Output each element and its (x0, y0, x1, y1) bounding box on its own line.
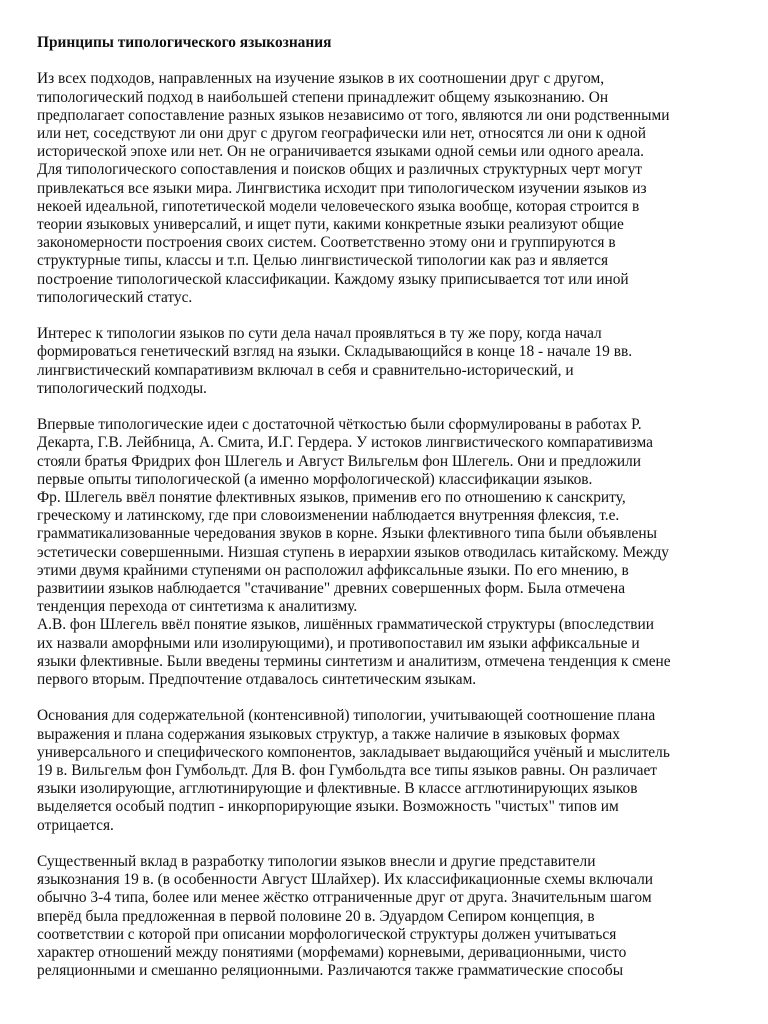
text-line: соответствии с которой при описании морфологической структуры должен учитываться (37, 925, 617, 943)
text-line: Впервые типологические идеи с достаточной чёткостью были сформулированы в работах Р. (37, 416, 642, 434)
text-line: Интерес к типологии языков по сути дела начал проявляться в ту же пору, когда начал (37, 325, 602, 343)
text-line: стояли братья Фридрих фон Шлегель и Август Вильгельм фон Шлегель. Они и предложили (37, 452, 642, 470)
text-line: вперёд была предложенная в первой половине 20 в. Эдуардом Сепиром концепция, в (37, 907, 595, 925)
document-title: Принципы типологического языкознания (37, 34, 332, 51)
text-line: Декарта, Г.В. Лейбница, А. Смита, И.Г. Гердера. У истоков лингвистического компаративизма (37, 434, 653, 452)
text-line: предполагает сопоставление разных языков независимо от того, являются ли они родственными (37, 106, 670, 124)
text-line: типологический подход в наибольшей степени принадлежит общему языкознанию. Он (37, 88, 609, 106)
text-line: типологический подходы. (37, 379, 207, 397)
text-line: Существенный вклад в разработку типологии языков внесли и другие представители (37, 853, 596, 871)
text-line: Основания для содержательной (контенсивной) типологии, учитывающей соотношение плана (37, 707, 656, 725)
text-line: 19 в. Вильгельм фон Гумбольдт. Для В. фон Гумбольдта все типы языков равны. Он различает (37, 762, 658, 780)
paragraph (37, 70, 747, 307)
text-line: первого вторым. Предпочтение отдавалось синтетическим языкам. (37, 671, 477, 689)
text-line: лингвистический компаративизм включал в себя и сравнительно-исторический, и (37, 361, 574, 379)
document-body (37, 70, 747, 980)
text-line: характер отношений между понятиями (морфемами) корневыми, деривационными, чисто (37, 944, 627, 962)
text-line: или нет, соседствуют ли они друг с другом географически или нет, относятся ли они к одной (37, 125, 646, 142)
text-line: языкознания 19 в. (в особенности Август Шлайхер). Их классификационные схемы включали (37, 871, 654, 889)
text-line: их назвали аморфными или изолирующими), и противопоставил им языки аффиксальные и (37, 634, 640, 652)
document-page (37, 34, 747, 999)
text-line: типологический статус. (37, 288, 193, 306)
paragraph (37, 416, 747, 689)
text-line: Фр. Шлегель ввёл понятие флективных языков, применив его по отношению к санскриту, (37, 489, 626, 507)
text-line: языки флективные. Были введены термины синтетизм и аналитизм, отмечена тенденция к смене (37, 652, 671, 670)
text-line: этими двумя крайними ступенями он расположил аффиксальные языки. По его мнению, в (37, 561, 629, 579)
text-line: формироваться генетический взгляд на языки. Складывающийся в конце 18 - начале 19 вв. (37, 343, 633, 361)
text-line: Для типологического сопоставления и поисков общих и различных структурных черт могут (37, 161, 643, 179)
text-line: эстетически совершенными. Низшая ступень в иерархии языков отводилась китайскому. Между (37, 543, 669, 561)
text-line: отрицается. (37, 816, 114, 834)
text-line: выделяется особый подтип - инкорпорирующие языки. Возможность "чистых" типов им (37, 798, 619, 816)
text-line: языки изолирующие, агглютинирующие и флективные. В классе агглютинирующих языков (37, 780, 638, 798)
text-line: тенденция перехода от синтетизма к аналитизму. (37, 598, 358, 616)
text-line: реляционными и смешанно реляционными. Различаются также грамматические способы (37, 962, 624, 980)
text-line: теории языковых универсалий, и ищет пути, какими конкретные языки реализуют общие (37, 216, 624, 234)
text-line: структурные типы, классы и т.п. Целью лингвистической типологии как раз и является (37, 252, 609, 270)
text-line: А.В. фон Шлегель ввёл понятие языков, лишённых грамматической структуры (впоследствии (37, 616, 654, 634)
paragraph (37, 325, 747, 398)
text-line: обычно 3-4 типа, более или менее жёстко отграниченные друг от друга. Значительным шагом (37, 889, 652, 907)
paragraph (37, 853, 747, 980)
text-line: привлекаться все языки мира. Лингвистика исходит при типологическом изучении языков из (37, 179, 647, 197)
text-line: греческому и латинскому, где при словоизменении наблюдается внутренняя флексия, т.е. (37, 507, 620, 525)
text-line: первые опыты типологической (а именно морфологической) классификации языков. (37, 470, 593, 488)
text-line: закономерности построения своих систем. Соответственно этому они и группируются в (37, 234, 616, 252)
text-line: выражения и плана содержания языковых структур, а также наличие в языковых формах (37, 725, 620, 743)
text-line: исторической эпохе или нет. Он не ограничивается языками одной семьи или одного ареала. (37, 143, 644, 161)
text-line: грамматикализованные чередования звуков в корне. Языки флективного типа были объявлены (37, 525, 657, 543)
text-line: развитиии языков наблюдается "стачивание" древних совершенных форм. Была отмечена (37, 580, 626, 598)
text-line: некоей идеальной, гипотетической модели человеческого языка вообще, которая строится в (37, 197, 640, 215)
text-line: построение типологической классификации. Каждому языку приписывается тот или иной (37, 270, 629, 288)
text-line: Из всех подходов, направленных на изучение языков в их соотношении друг с другом, (37, 70, 605, 88)
text-line: универсального и специфического компонентов, закладывает выдающийся учёный и мыслитель (37, 743, 670, 761)
paragraph (37, 707, 747, 834)
